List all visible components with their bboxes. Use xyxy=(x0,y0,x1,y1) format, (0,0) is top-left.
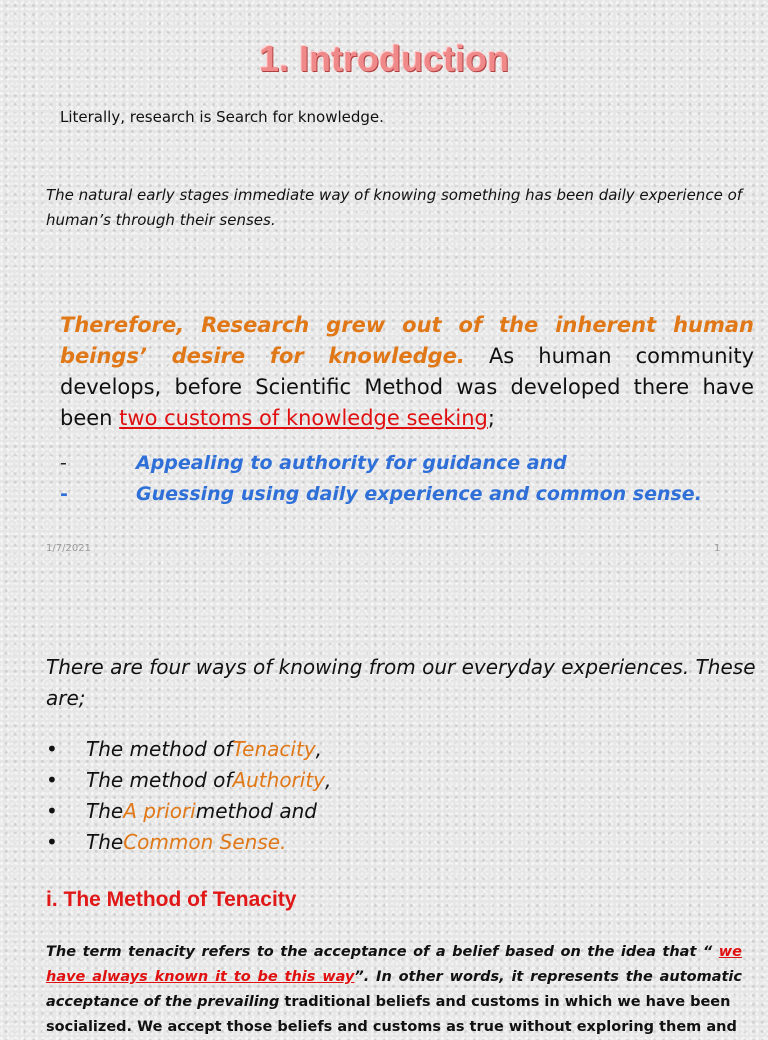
slide-title: 1. Introduction xyxy=(259,38,509,79)
dash-marker: - xyxy=(60,452,67,474)
method-highlight: A priori xyxy=(123,799,196,823)
tenacity-text-b: ”. In other words, it represents the automatic acceptance of the prevailing xyxy=(46,969,742,1010)
method-highlight: Authority xyxy=(232,768,326,792)
tenacity-text-c: socialized. We accept those beliefs and customs as true without exploring them and xyxy=(46,1019,737,1035)
research-paragraph xyxy=(60,310,754,434)
natural-stages-text: The natural early stages immediate way of knowing something has been daily experience of human’s through their senses. xyxy=(46,186,743,229)
footer-date: 1/7/2021 xyxy=(46,543,91,554)
method-highlight: Tenacity xyxy=(232,737,316,761)
dash-marker: - xyxy=(60,483,68,505)
slide-2 xyxy=(0,580,768,1035)
customs-red-text: two customs of knowledge seeking xyxy=(119,406,488,430)
tenacity-heading: i. The Method of Tenacity xyxy=(46,888,297,911)
list-item xyxy=(46,734,331,765)
customs-list xyxy=(60,448,760,510)
intro-line: Literally, research is Search for knowledge. xyxy=(60,108,384,126)
four-ways-intro: There are four ways of knowing from our everyday experiences. These are; xyxy=(46,655,756,710)
bullet-marker: • xyxy=(46,768,58,792)
method-prefix: The method of xyxy=(86,768,233,792)
list-item xyxy=(60,448,760,479)
list-item xyxy=(46,827,331,858)
tenacity-paragraph xyxy=(46,940,742,1040)
method-prefix: The xyxy=(86,799,124,823)
method-highlight: Common Sense. xyxy=(123,830,287,854)
method-suffix: , xyxy=(325,768,332,792)
method-prefix: The method of xyxy=(86,737,233,761)
list-item xyxy=(46,796,331,827)
bullet-marker: • xyxy=(46,737,58,761)
list-item xyxy=(46,765,331,796)
footer-page-number: 1 xyxy=(714,543,721,554)
tenacity-red-text: we have always known it to be this way xyxy=(46,944,742,985)
bullet-marker: • xyxy=(46,799,58,823)
research-mid-text: As human community develops, before Scientific Method was developed there have been xyxy=(60,344,754,430)
list-item-text: Appealing to authority for guidance and xyxy=(136,452,567,474)
bullet-marker: • xyxy=(46,830,58,854)
tenacity-normal-text: traditional beliefs and customs in which we have been xyxy=(284,994,731,1010)
method-suffix: method and xyxy=(195,799,317,823)
method-prefix: The xyxy=(86,830,124,854)
method-suffix: , xyxy=(315,737,323,761)
research-orange-text: Therefore, Research grew out of the inherent human beings’ desire for knowledge. xyxy=(60,313,754,368)
methods-list xyxy=(46,734,331,858)
list-item xyxy=(60,479,760,510)
research-end-text: ; xyxy=(487,406,495,430)
tenacity-text-a: The term tenacity refers to the acceptance of a belief based on the idea that “ xyxy=(46,944,719,960)
list-item-text: Guessing using daily experience and common sense. xyxy=(136,483,702,505)
